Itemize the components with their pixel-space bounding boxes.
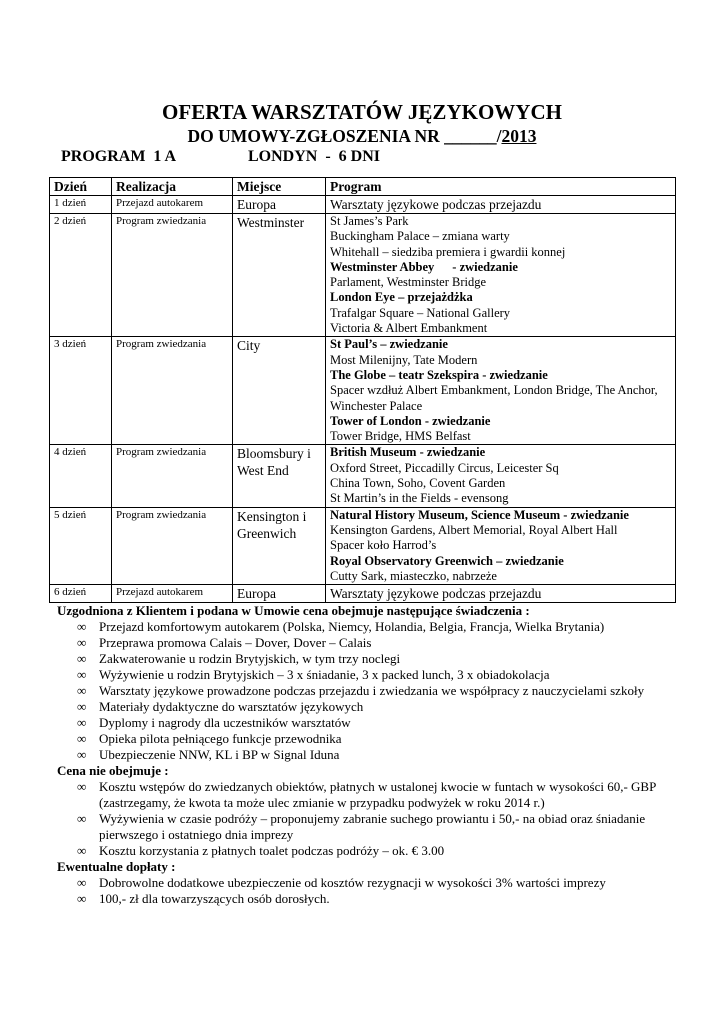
list-item-text: Dobrowolne dodatkowe ubezpieczenie od kosztów rezygnacji w wysokości 3% wartości imprezy <box>99 875 606 890</box>
program-line-text: Most Milenijny, Tate Modern <box>330 352 478 367</box>
list-item <box>57 731 677 747</box>
program-line-text: China Town, Soho, Covent Garden <box>330 476 506 491</box>
section-heading: Cena nie obejmuje : <box>57 763 169 778</box>
program-line-text: Parlament, Westminster Bridge <box>330 275 487 290</box>
bullet-icon: ∞ <box>77 651 87 666</box>
cell-place: Kensington i Greenwich <box>233 507 326 584</box>
program-line-item <box>330 214 671 229</box>
list-item <box>57 635 677 651</box>
subtitle-prefix: DO UMOWY-ZGŁOSZENIA NR ______/ <box>187 126 502 146</box>
bullet-icon: ∞ <box>77 779 87 794</box>
program-line-text: Trafalgar Square – National Gallery <box>330 305 511 320</box>
bullet-icon: ∞ <box>77 875 87 890</box>
table-row <box>50 445 676 507</box>
list-item-text: Kosztu korzystania z płatnych toalet podczas podróży – ok. € 3.00 <box>99 843 445 858</box>
cell-realization: Przejazd autokarem <box>112 196 233 214</box>
bullet-icon: ∞ <box>77 683 87 698</box>
table-row <box>50 585 676 603</box>
list-item <box>57 651 677 667</box>
cell-day: 3 dzień <box>50 337 112 445</box>
bullet-icon: ∞ <box>77 667 87 682</box>
program-line-text: Natural History Museum, Science Museum - zwiedzanie <box>330 507 629 522</box>
program-line-item <box>330 523 671 538</box>
header-day: Dzień <box>50 178 112 196</box>
list-item-text: Przeprawa promowa Calais – Dover, Dover – Calais <box>99 635 372 650</box>
cell-realization: Program zwiedzania <box>112 507 233 584</box>
section-list <box>57 779 677 859</box>
list-item <box>57 747 677 763</box>
list-item <box>57 811 677 843</box>
program-line-item <box>330 229 671 244</box>
program-line-text: Oxford Street, Piccadilly Circus, Leicester Sq <box>330 460 559 475</box>
program-line-item <box>330 306 671 321</box>
bullet-icon: ∞ <box>77 699 87 714</box>
program-line-item <box>330 275 671 290</box>
table-row <box>50 196 676 214</box>
cell-day: 6 dzień <box>50 585 112 603</box>
program-line <box>61 147 380 167</box>
program-line-item <box>330 461 671 476</box>
program-line-item <box>330 569 671 584</box>
cell-day: 2 dzień <box>50 214 112 337</box>
program-line-item <box>330 491 671 506</box>
list-item-text: Wyżywienia w czasie podróży – proponujemy zabranie suchego prowiantu i 50,- na obiad oraz śniadanie pierwszego i ostatniego dnia imprezy <box>99 811 646 842</box>
program-line-text: Tower of London - zwiedzanie <box>330 413 491 428</box>
program-line-text: London Eye – przejażdżka <box>330 290 473 305</box>
terms-section <box>57 603 677 907</box>
program-label: PROGRAM 1 A <box>61 148 177 165</box>
section-list <box>57 619 677 763</box>
cell-program <box>326 507 676 584</box>
program-line-item <box>330 383 671 414</box>
program-line-item <box>330 476 671 491</box>
program-line-text: Warsztaty językowe podczas przejazdu <box>330 586 542 602</box>
cell-realization: Program zwiedzania <box>112 445 233 507</box>
list-item <box>57 875 677 891</box>
document-subtitle <box>0 125 724 147</box>
list-item-text: Warsztaty językowe prowadzone podczas przejazdu i zwiedzania we współpracy z nauczycielami szkoły <box>99 683 645 698</box>
schedule-table <box>49 177 676 603</box>
bullet-icon: ∞ <box>77 891 87 906</box>
program-line-text: St James’s Park <box>330 214 409 228</box>
program-line-text: British Museum - zwiedzanie <box>330 445 486 460</box>
program-line-item <box>330 538 671 553</box>
program-line-text: Cutty Sark, miasteczko, nabrzeże <box>330 568 497 583</box>
bullet-icon: ∞ <box>77 747 87 762</box>
cell-place: Europa <box>233 196 326 214</box>
list-item <box>57 699 677 715</box>
list-item <box>57 683 677 699</box>
cell-program <box>326 445 676 507</box>
list-item <box>57 779 677 811</box>
header-place: Miejsce <box>233 178 326 196</box>
program-line-item <box>330 368 671 383</box>
program-line-item <box>330 445 671 460</box>
cell-day: 4 dzień <box>50 445 112 507</box>
subtitle-year: 2013 <box>501 126 537 146</box>
list-item <box>57 619 677 635</box>
cell-realization: Przejazd autokarem <box>112 585 233 603</box>
cell-place: City <box>233 337 326 445</box>
table-row <box>50 507 676 584</box>
header-realization: Realizacja <box>112 178 233 196</box>
section-heading: Ewentualne dopłaty : <box>57 859 176 874</box>
program-line-item <box>330 508 671 523</box>
cell-program <box>326 585 676 603</box>
list-item-text: Zakwaterowanie u rodzin Brytyjskich, w tym trzy noclegi <box>99 651 401 666</box>
table-header-row <box>50 178 676 196</box>
list-item-text: Kosztu wstępów do zwiedzanych obiektów, płatnych w ustalonej kwocie w funtach w wysokości 60,- GBP (zastrzegamy, że kwota ta może ulec zmianie w przypadku podwyżek w roku 2014 r.) <box>99 779 656 810</box>
cell-program <box>326 214 676 337</box>
cell-place: Europa <box>233 585 326 603</box>
section-list <box>57 875 677 907</box>
table-row <box>50 337 676 445</box>
list-item-text: Ubezpieczenie NNW, KL i BP w Signal Iduna <box>99 747 340 762</box>
program-line-text: Westminster Abbey <box>330 259 435 274</box>
bullet-icon: ∞ <box>77 715 87 730</box>
cell-realization: Program zwiedzania <box>112 337 233 445</box>
bullet-icon: ∞ <box>77 843 87 858</box>
section-heading: Uzgodniona z Klientem i podana w Umowie cena obejmuje następujące świadczenia : <box>57 603 530 618</box>
bullet-icon: ∞ <box>77 811 87 826</box>
program-destination: LONDYN - 6 DNI <box>248 148 380 165</box>
program-line-item <box>330 414 671 429</box>
document-title: OFERTA WARSZTATÓW JĘZYKOWYCH <box>162 100 562 124</box>
program-line-text: Spacer koło Harrod’s <box>330 538 437 553</box>
program-line-suffix: - zwiedzanie <box>452 259 518 274</box>
program-line-text: Warsztaty językowe podczas przejazdu <box>330 197 542 212</box>
program-line-item <box>330 245 671 260</box>
list-item-text: Materiały dydaktyczne do warsztatów językowych <box>99 699 364 714</box>
header-program: Program <box>326 178 676 196</box>
list-item <box>57 715 677 731</box>
cell-day: 1 dzień <box>50 196 112 214</box>
program-line-item <box>330 321 671 336</box>
list-item <box>57 843 677 859</box>
cell-place: Bloomsbury i West End <box>233 445 326 507</box>
program-line-item <box>330 337 671 352</box>
program-line-text: Tower Bridge, HMS Belfast <box>330 429 471 444</box>
program-line-item <box>330 585 671 602</box>
program-line-text: St Martin’s in the Fields - evensong <box>330 491 509 506</box>
program-line-text: Buckingham Palace – zmiana warty <box>330 229 510 244</box>
table-row <box>50 214 676 337</box>
program-line-item <box>330 554 671 569</box>
schedule-body <box>50 196 676 603</box>
bullet-icon: ∞ <box>77 731 87 746</box>
program-line-text: Victoria & Albert Embankment <box>330 321 488 336</box>
program-line-text: St Paul’s – zwiedzanie <box>330 337 448 352</box>
program-line-text: Royal Observatory Greenwich – zwiedzanie <box>330 553 564 568</box>
list-item-text: Opieka pilota pełniącego funkcje przewodnika <box>99 731 342 746</box>
list-item-text: 100,- zł dla towarzyszących osób dorosłych. <box>99 891 330 906</box>
program-line-item <box>330 290 671 305</box>
cell-day: 5 dzień <box>50 507 112 584</box>
program-line-text: The Globe – teatr Szekspira - zwiedzanie <box>330 367 548 382</box>
bullet-icon: ∞ <box>77 635 87 650</box>
list-item <box>57 667 677 683</box>
list-item-text: Przejazd komfortowym autokarem (Polska, Niemcy, Holandia, Belgia, Francja, Wielka Brytania) <box>99 619 605 634</box>
program-line-text: Spacer wzdłuż Albert Embankment, London Bridge, The Anchor, Winchester Palace <box>330 383 658 413</box>
cell-place: Westminster <box>233 214 326 337</box>
cell-realization: Program zwiedzania <box>112 214 233 337</box>
program-line-item <box>330 196 671 213</box>
list-item-text: Dyplomy i nagrody dla uczestników warsztatów <box>99 715 351 730</box>
program-line-text: Whitehall – siedziba premiera i gwardii konnej <box>330 244 566 259</box>
bullet-icon: ∞ <box>77 619 87 634</box>
program-line-item <box>330 260 671 275</box>
program-line-text: Kensington Gardens, Albert Memorial, Royal Albert Hall <box>330 522 618 537</box>
list-item <box>57 891 677 907</box>
list-item-text: Wyżywienie u rodzin Brytyjskich – 3 x śniadanie, 3 x packed lunch, 3 x obiadokolacja <box>99 667 550 682</box>
program-line-item <box>330 429 671 444</box>
program-line-item <box>330 353 671 368</box>
cell-program <box>326 337 676 445</box>
cell-program <box>326 196 676 214</box>
